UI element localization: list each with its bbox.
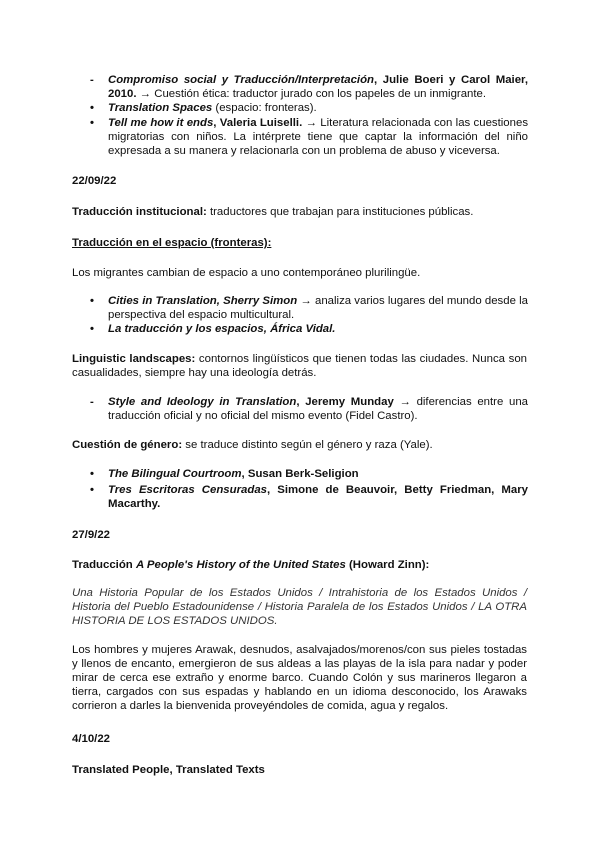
work-title: The Bilingual Courtroom: [108, 468, 242, 480]
list-item: [108, 467, 528, 481]
list-marker: •: [90, 484, 94, 496]
list-item: [108, 73, 528, 101]
list-item: [108, 322, 528, 336]
term-label: Cuestión de género:: [72, 439, 183, 451]
heading-prefix: Traducción: [72, 559, 136, 571]
work-authors: , Jeremy Munday: [296, 396, 394, 408]
list-marker: •: [90, 295, 94, 307]
work-title: Style and Ideology in Translation: [108, 396, 297, 408]
section-heading: Translated People, Translated Texts: [72, 764, 265, 776]
work-note: → Literatura relacionada con las cuestiones migratorias con niños. La intérprete tiene que captar la información del niño expresada a su manera y relacionarla con un problema de abuso y viceversa.: [108, 117, 529, 157]
work-authors: , Valeria Luiselli.: [213, 117, 303, 129]
work-title: Cities in Translation: [108, 295, 217, 307]
date-heading: 27/9/22: [72, 529, 111, 541]
work-authors: , Sherry Simon: [216, 295, 298, 307]
work-title: Compromiso social y Traducción/Interpretación: [108, 74, 374, 86]
term-text: traductores que trabajan para instituciones públicas.: [206, 206, 474, 218]
work-note: → analiza varios lugares del mundo desde la perspectiva del espacio multicultural.: [108, 295, 528, 321]
work-title: Tres Escritoras Censuradas: [108, 484, 267, 496]
work-authors: , África Vidal.: [263, 323, 336, 335]
work-year: 2010.: [108, 88, 137, 100]
work-note: → diferencias entre una traducción oficial y no oficial del mismo evento (Fidel Castro).: [108, 396, 528, 422]
list-marker: •: [90, 117, 94, 129]
term-label: Linguistic landscapes:: [72, 353, 196, 365]
work-note: (espacio: fronteras).: [212, 102, 317, 114]
list-item: [108, 395, 528, 423]
list-item: [108, 101, 528, 115]
date-heading: 22/09/22: [72, 175, 117, 187]
term-label: Traducción institucional:: [72, 206, 207, 218]
paragraph-translation: Los hombres y mujeres Arawak, desnudos, asalvajados/morenos/con sus pieles tostadas y llenos de encanto, emergieron de sus aldeas a las playas de la isla para nadar y poder mirar de cerca ese extraño y enorme barco. Cuando Colón y sus marineros llegaron a tierra, cargados con sus espadas y hablando en un idioma desconocido, los Arawaks corrieron a darles la bienvenida proveyéndoles de comida, agua y regalos.: [72, 644, 527, 712]
list-marker: -: [90, 74, 94, 86]
book-title: A People's History of the United States: [135, 559, 346, 571]
work-authors: , Simone de Beauvoir, Betty Friedman, Mary Macarthy.: [108, 484, 529, 510]
work-title: La traducción y los espacios: [108, 323, 264, 335]
work-note: → Cuestión ética: traductor jurado con los papeles de un inmigrante.: [136, 88, 487, 100]
list-marker: •: [90, 102, 94, 114]
work-authors: , Julie Boeri y Carol Maier,: [374, 74, 529, 86]
list-item: [108, 116, 528, 158]
heading-suffix: (Howard Zinn):: [345, 559, 430, 571]
list-item: [108, 483, 528, 511]
section-heading-text: Traducción en el espacio (fronteras):: [72, 237, 272, 249]
paragraph-titles: Una Historia Popular de los Estados Unidos / Intrahistoria de los Estados Unidos / Historia del Pueblo Estadounidense / Historia Paralela de los Estados Unidos / LA OTRA HISTORIA DE LOS ESTADOS UNIDOS.: [72, 587, 527, 627]
paragraph: Los migrantes cambian de espacio a uno contemporáneo plurilingüe.: [72, 267, 421, 279]
work-title: Translation Spaces: [108, 102, 213, 114]
paragraph: [72, 438, 527, 452]
list-marker: •: [90, 323, 94, 335]
date-heading: 4/10/22: [72, 733, 111, 745]
list-item: [108, 294, 528, 322]
paragraph: [72, 352, 527, 380]
list-marker: -: [90, 396, 94, 408]
term-text: contornos lingüísticos que tienen todas las ciudades. Nunca son casualidades, siempre hay una ideología detrás.: [72, 353, 527, 379]
work-authors: , Susan Berk-Seligion: [241, 468, 359, 480]
list-marker: •: [90, 468, 94, 480]
section-heading: [72, 558, 527, 572]
work-title: Tell me how it ends: [108, 117, 214, 129]
term-text: se traduce distinto según el género y raza (Yale).: [182, 439, 433, 451]
section-heading: [72, 236, 527, 250]
paragraph: [72, 205, 527, 219]
